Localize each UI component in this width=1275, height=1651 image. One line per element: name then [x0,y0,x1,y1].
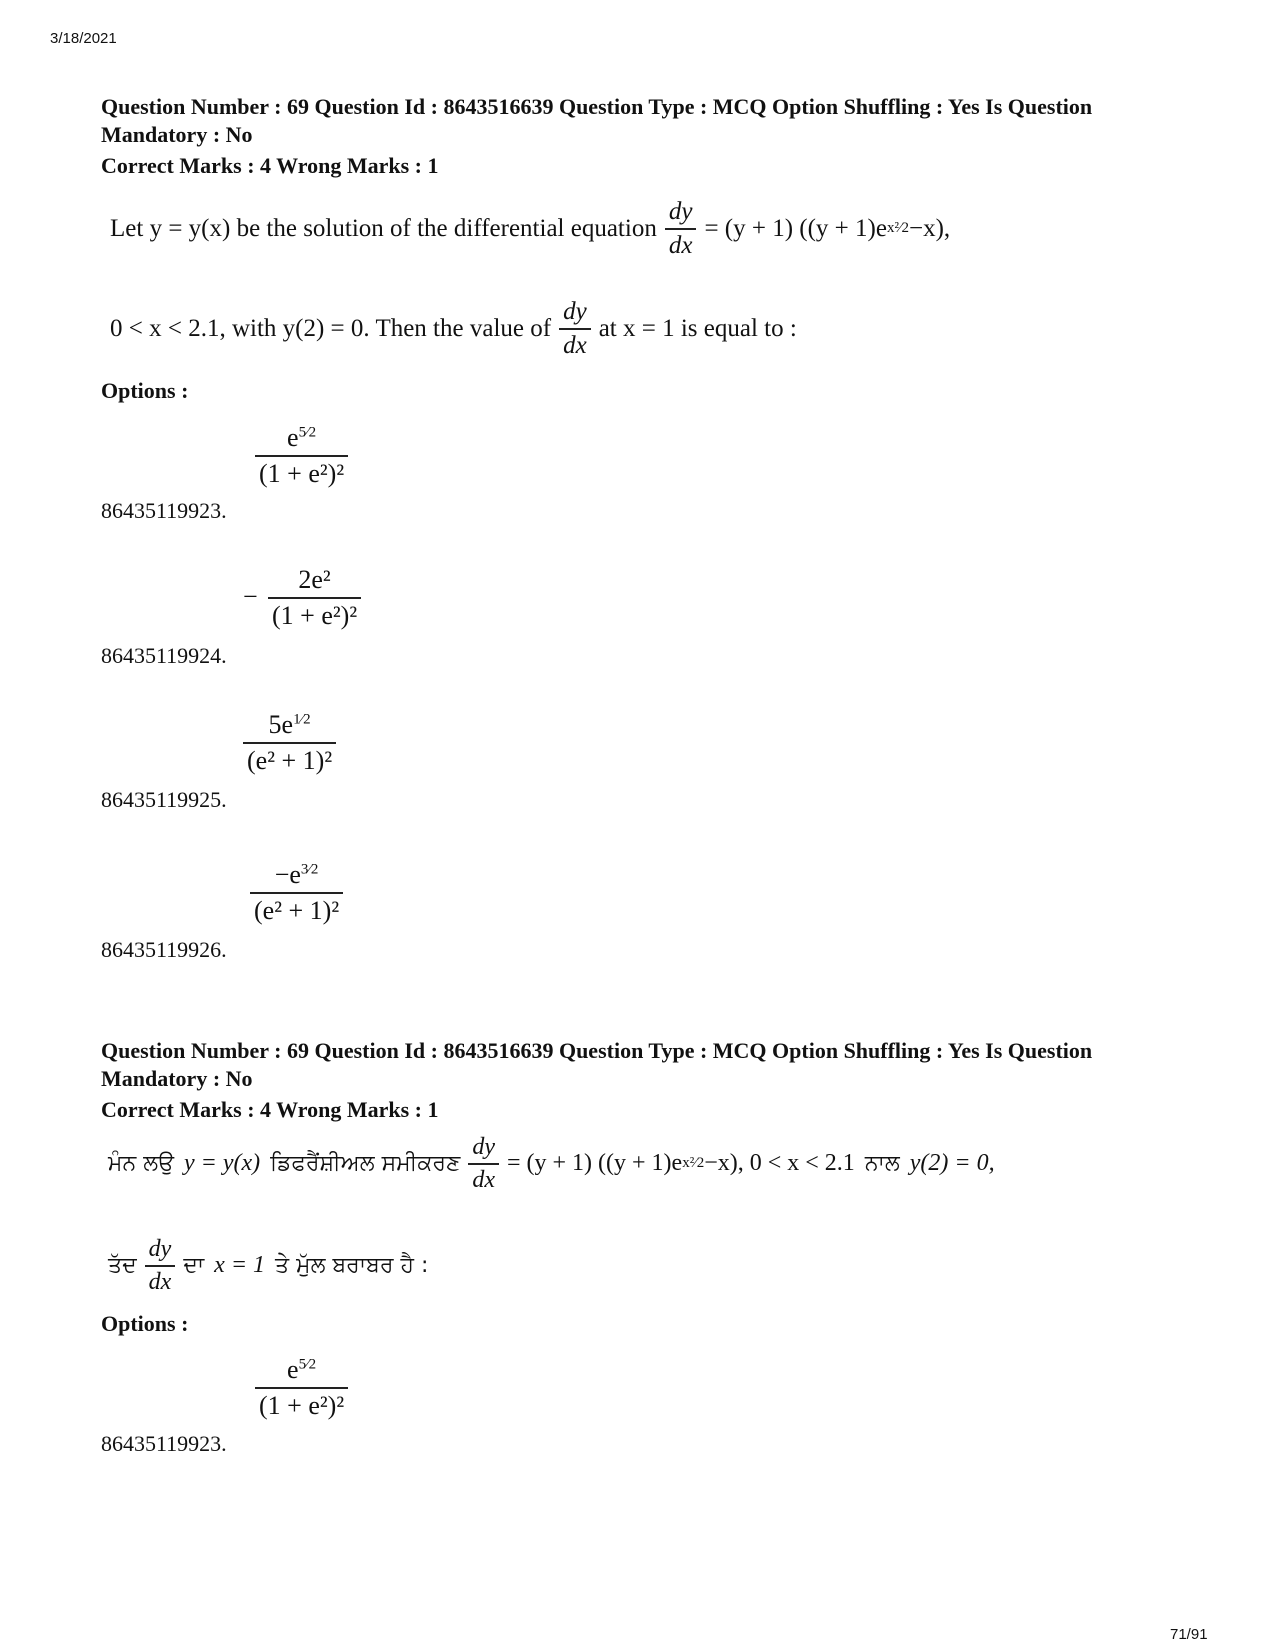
statement-text: ਤੱਦ [108,1253,137,1279]
statement-math: y = y(x) [184,1150,261,1177]
fraction-numerator: dy [148,1236,172,1262]
statement-math: x = 1 [214,1252,266,1279]
question-header: Question Number : 69 Question Id : 8643516639 Question Type : MCQ Option Shuffling : Yes Is Question Mandatory : No [101,94,1093,147]
option-1-expression [255,1355,348,1421]
derivative-fraction [665,198,697,260]
derivative-fraction [145,1236,176,1296]
option-denominator: (e² + 1)² [247,745,333,775]
option-numerator-exponent: 5⁄2 [298,1356,317,1373]
equation-rhs: = (y + 1) ((y + 1)e [704,214,887,242]
fraction-denominator: dx [148,1268,172,1295]
option-denominator: (1 + e²)² [272,600,358,630]
fraction-numerator: dy [668,198,693,225]
statement-text: ਡਿਫਰੈਂਸ਼ੀਅਲ ਸਮੀਕਰਣ [270,1151,461,1177]
option-denominator: (e² + 1)² [254,895,340,925]
question-statement-line-1 [108,1134,995,1194]
question-header: Question Number : 69 Question Id : 8643516639 Question Type : MCQ Option Shuffling : Yes Is Question Mandatory : No [101,1038,1093,1091]
option-numerator: −e [274,860,301,889]
equation-exponent: x²⁄2 [682,1155,705,1172]
option-numerator-exponent: 3⁄2 [300,861,319,878]
option-4-expression [250,860,343,926]
statement-text: at x = 1 is equal to : [598,314,797,342]
option-3-id[interactable]: 86435119925. [101,787,227,812]
equation-exponent: x²⁄2 [886,220,909,237]
question-statement-line-2 [108,1236,428,1296]
page-number: 71/91 [1170,1626,1208,1643]
derivative-fraction [468,1134,499,1194]
option-numerator-exponent: 5⁄2 [298,424,317,441]
fraction-numerator: dy [472,1134,495,1160]
statement-text: ਦਾ [183,1253,205,1279]
options-label: Options : [101,378,189,403]
option-1-expression [255,423,348,489]
question-statement-line-1 [110,198,950,260]
equation-rhs: = (y + 1) ((y + 1)e [506,1150,683,1177]
equation-rhs-tail: −x), [908,214,951,242]
fraction-denominator: dx [668,231,693,259]
statement-text: ਤੇ ਮੁੱਲ ਬਰਾਬਰ ਹੈ : [275,1253,429,1279]
options-label: Options : [101,1311,189,1336]
derivative-fraction [559,298,591,360]
option-4-id[interactable]: 86435119926. [101,937,227,962]
option-numerator: e [287,1355,299,1384]
option-1-id[interactable]: 86435119923. [101,498,227,523]
option-1-id[interactable]: 86435119923. [101,1431,227,1456]
option-denominator: (1 + e²)² [259,1390,345,1420]
option-numerator-exponent: 1⁄2 [293,711,311,728]
fraction-numerator: dy [563,298,587,325]
statement-math: y(2) = 0, [909,1150,995,1177]
fraction-denominator: dx [563,331,587,359]
option-numerator: e [287,423,299,452]
equation-rhs-tail: −x), 0 < x < 2.1 [704,1150,855,1177]
option-2-expression [268,565,361,631]
print-date: 3/18/2021 [50,30,117,47]
option-denominator: (1 + e²)² [259,458,345,488]
fraction-denominator: dx [472,1166,495,1193]
option-3-expression [243,710,336,776]
statement-text: 0 < x < 2.1, with y(2) = 0. Then the value of [110,314,552,342]
marks-line: Correct Marks : 4 Wrong Marks : 1 [101,153,439,178]
statement-text: ਨਾਲ [864,1151,900,1177]
option-numerator: 2e² [298,565,331,594]
statement-text: Let y = y(x) be the solution of the differential equation [110,214,657,242]
option-numerator: 5e [268,710,294,739]
option-2-id[interactable]: 86435119924. [101,643,227,668]
statement-text: ਮੰਨ ਲਉ [108,1151,174,1177]
option-2-sign: − [243,582,258,611]
marks-line: Correct Marks : 4 Wrong Marks : 1 [101,1097,439,1122]
question-statement-line-2 [110,298,797,360]
